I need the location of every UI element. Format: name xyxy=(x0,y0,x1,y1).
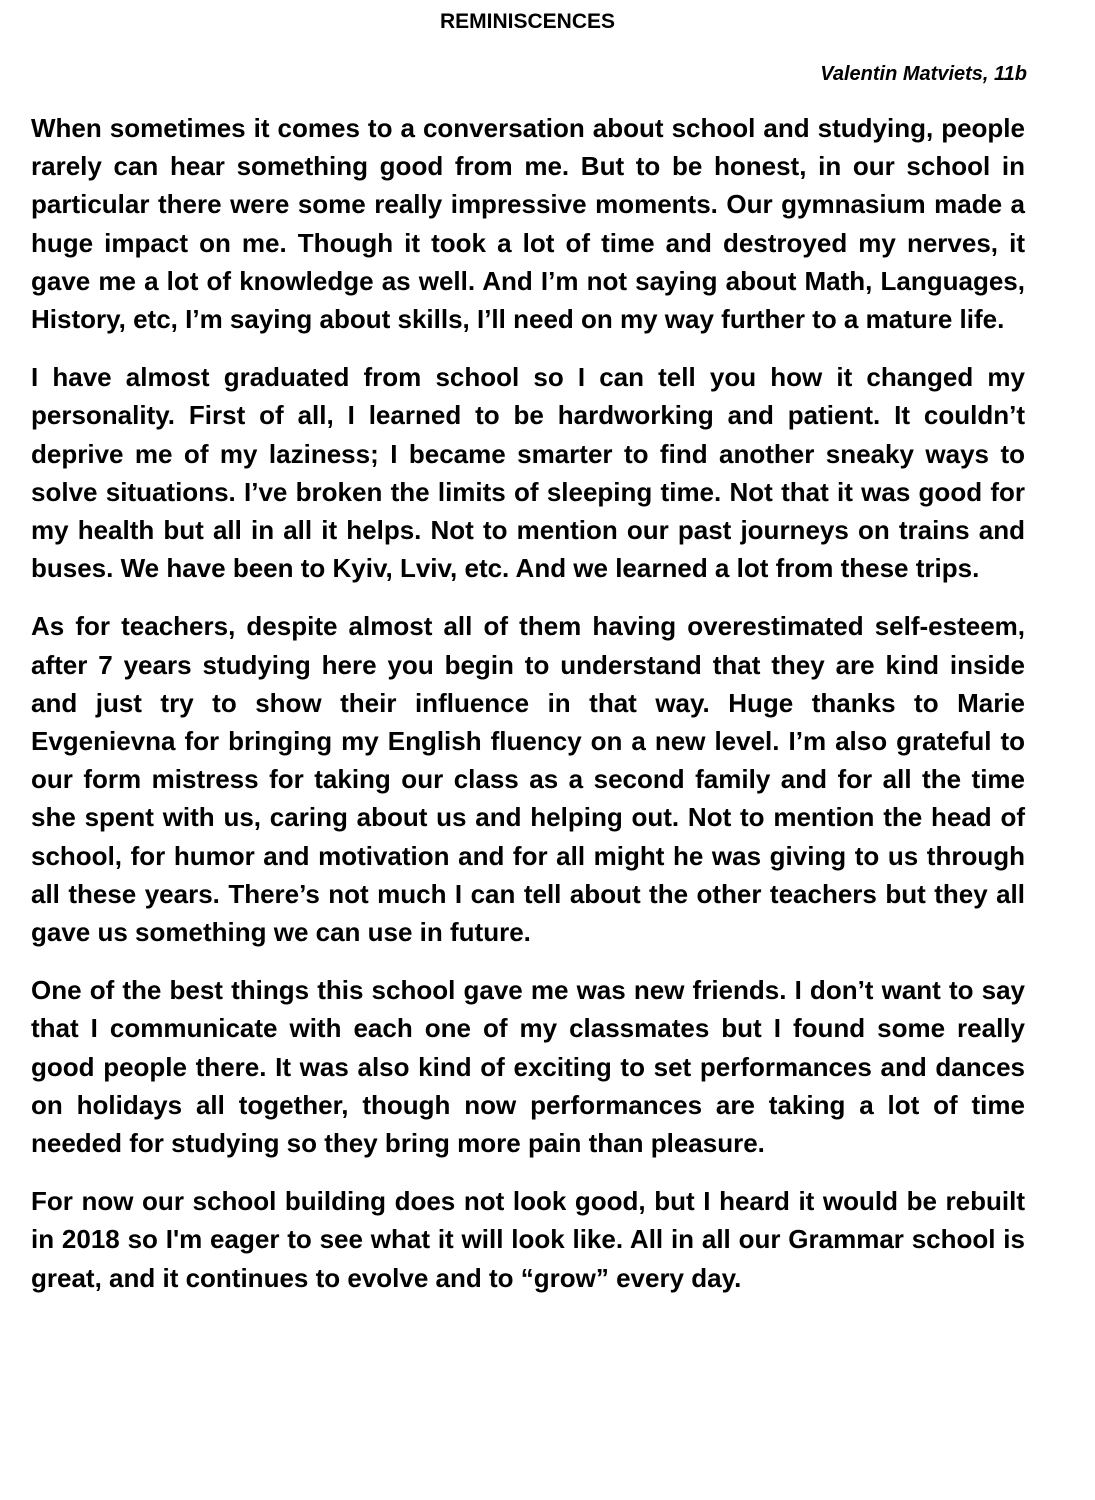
essay-body xyxy=(31,109,1025,1317)
paragraph-3: As for teachers, despite almost all of them having overestimated self-esteem, after 7 years studying here you begin to understand that they are kind inside and just try to show their influence in that way. Huge thanks to Marie Evgenievna for bringing my English fluency on a new level. I’m also grateful to our form mistress for taking our class as a second family and for all the time she spent with us, caring about us and helping out. Not to mention the head of school, for humor and motivation and for all might he was giving to us through all these years. There’s not much I can tell about the other teachers but they all gave us something we can use in future. xyxy=(31,611,1025,948)
author-byline: Valentin Matviets, 11b xyxy=(820,63,1027,85)
paragraph-5: For now our school building does not look good, but I heard it would be rebuilt in 2018 so I'm eager to see what it will look like. All in all our Grammar school is great, and it continues to evolve and to “grow” every day. xyxy=(31,1186,1025,1293)
paragraph-2: I have almost graduated from school so I can tell you how it changed my personality. First of all, I learned to be hardworking and patient. It couldn’t deprive me of my laziness; I became smarter to find another sneaky ways to solve situations. I’ve broken the limits of sleeping time. Not that it was good for my health but all in all it helps. Not to mention our past journeys on trains and buses. We have been to Kyiv, Lviv, etc. And we learned a lot from these trips. xyxy=(31,362,1025,584)
document-title: REMINISCENCES xyxy=(439,10,616,33)
paragraph-4: One of the best things this school gave me was new friends. I don’t want to say that I communicate with each one of my classmates but I found some really good people there. It was also kind of exciting to set performances and dances on holidays all together, though now performances are taking a lot of time needed for studying so they bring more pain than pleasure. xyxy=(31,975,1025,1159)
paragraph-1: When sometimes it comes to a conversation about school and studying, people rarely can hear something good from me. But to be honest, in our school in particular there were some really impressive moments. Our gymnasium made a huge impact on me. Though it took a lot of time and destroyed my nerves, it gave me a lot of knowledge as well. And I’m not saying about Math, Languages, History, etc, I’m saying about skills, I’ll need on my way further to a mature life. xyxy=(31,113,1025,335)
